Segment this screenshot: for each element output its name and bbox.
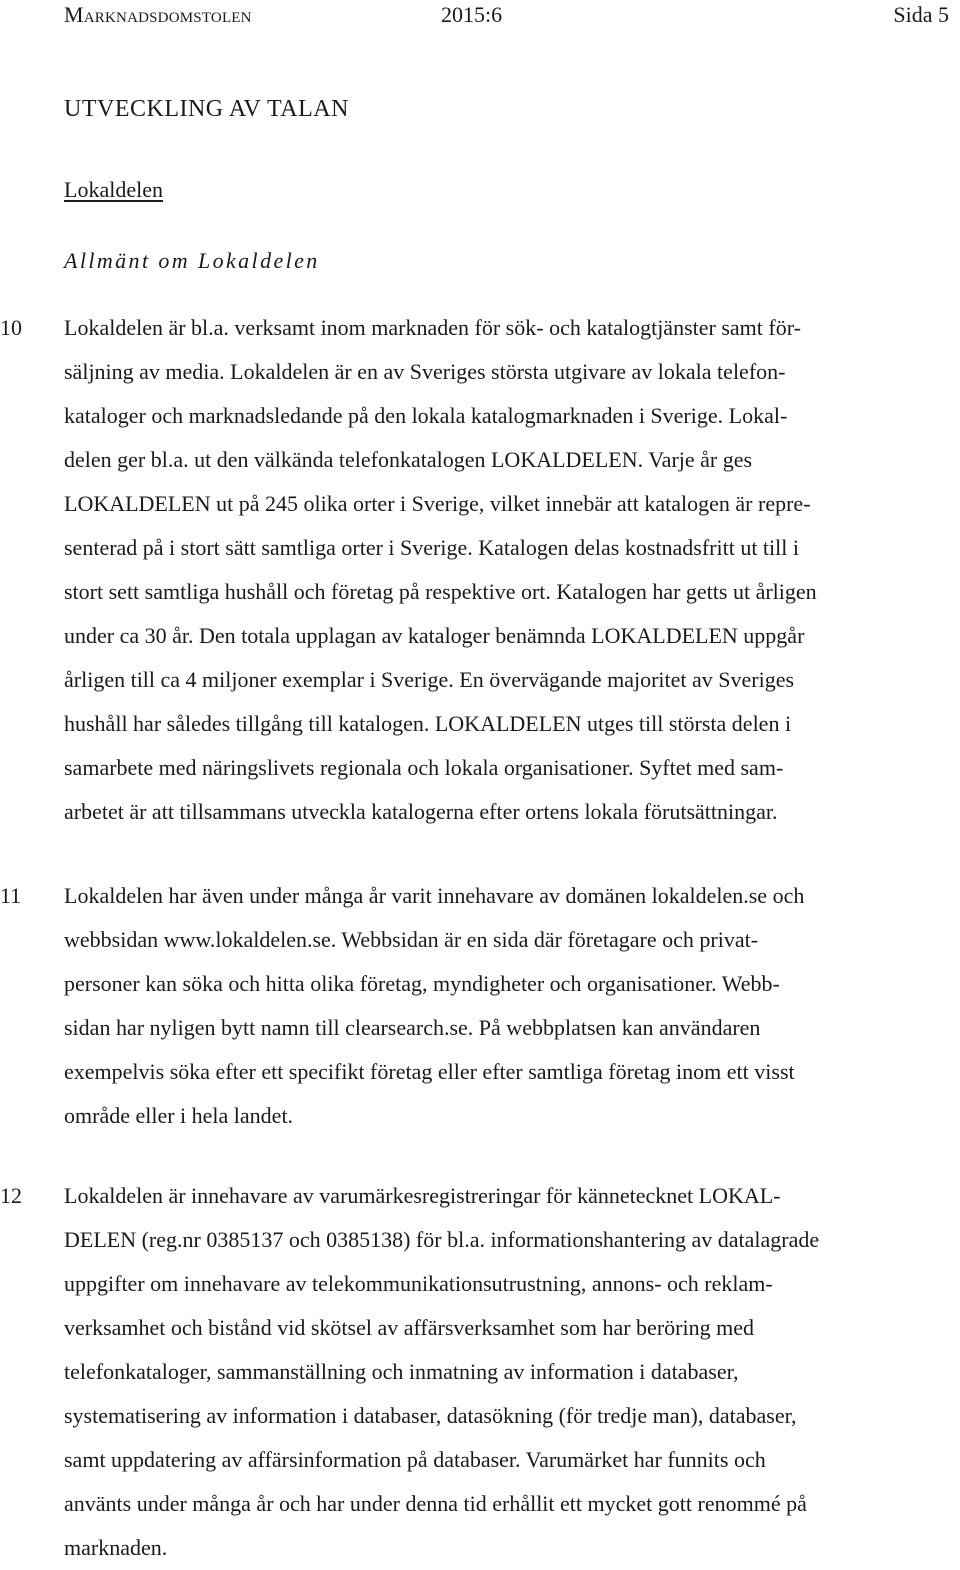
text-line: marknaden.	[64, 1535, 168, 1560]
text-line: uppgifter om innehavare av telekommunikationsutrustning, annons- och reklam-	[64, 1271, 773, 1296]
text-line: DELEN (reg.nr 0385137 och 0385138) för bl.a. informationshantering av datalagrade	[64, 1227, 820, 1252]
case-number: 2015:6	[441, 2, 503, 27]
document-title: UTVECKLING AV TALAN	[64, 96, 349, 122]
paragraph-text	[64, 306, 936, 834]
text-line: hushåll har således tillgång till katalogen. LOKALDELEN utges till största delen i	[64, 711, 792, 736]
text-line: område eller i hela landet.	[64, 1103, 294, 1128]
text-line: kataloger och marknadsledande på den lokala katalogmarknaden i Sverige. Lokal-	[64, 403, 788, 428]
court-name: Marknadsdomstolen	[64, 2, 252, 27]
page-number: Sida 5	[893, 2, 949, 27]
paragraph-number: 10	[0, 315, 22, 340]
subsection-heading: Allmänt om Lokaldelen	[64, 248, 320, 273]
text-line: systematisering av information i databaser, datasökning (för tredje man), databaser,	[64, 1403, 797, 1428]
text-line: exempelvis söka efter ett specifikt företag eller efter samtliga företag inom ett visst	[64, 1059, 795, 1084]
text-line: Lokaldelen är bl.a. verksamt inom marknaden för sök- och katalogtjänster samt för-	[64, 315, 801, 340]
text-line: verksamhet och bistånd vid skötsel av affärsverksamhet som har beröring med	[64, 1315, 754, 1340]
text-line: telefonkataloger, sammanställning och inmatning av information i databaser,	[64, 1359, 739, 1384]
text-line: delen ger bl.a. ut den välkända telefonkatalogen LOKALDELEN. Varje år ges	[64, 447, 753, 472]
text-line: samarbete med näringslivets regionala och lokala organisationer. Syftet med sam-	[64, 755, 784, 780]
text-line: LOKALDELEN ut på 245 olika orter i Sverige, vilket innebär att katalogen är repre-	[64, 491, 811, 516]
text-line: arbetet är att tillsammans utveckla katalogerna efter ortens lokala förutsättningar.	[64, 799, 778, 824]
paragraph-text	[64, 874, 936, 1138]
text-line: personer kan söka och hitta olika företag, myndigheter och organisationer. Webb-	[64, 971, 780, 996]
text-line: Lokaldelen är innehavare av varumärkesregistreringar för kännetecknet LOKAL-	[64, 1183, 781, 1208]
text-line: stort sett samtliga hushåll och företag på respektive ort. Katalogen har getts ut årligen	[64, 579, 817, 604]
text-line: Lokaldelen har även under många år varit innehavare av domänen lokaldelen.se och	[64, 883, 805, 908]
paragraph-number: 12	[0, 1183, 22, 1208]
text-line: webbsidan www.lokaldelen.se. Webbsidan är en sida där företagare och privat-	[64, 927, 759, 952]
text-line: årligen till ca 4 miljoner exemplar i Sverige. En övervägande majoritet av Sveriges	[64, 667, 795, 692]
section-heading: Lokaldelen	[64, 177, 163, 202]
text-line: säljning av media. Lokaldelen är en av Sveriges största utgivare av lokala telefon-	[64, 359, 786, 384]
page-header	[0, 0, 960, 30]
paragraph-text	[64, 1174, 936, 1570]
text-line: samt uppdatering av affärsinformation på databaser. Varumärket har funnits och	[64, 1447, 766, 1472]
text-line: senterad på i stort sätt samtliga orter i Sverige. Katalogen delas kostnadsfritt ut till i	[64, 535, 799, 560]
text-line: under ca 30 år. Den totala upplagan av kataloger benämnda LOKALDELEN uppgår	[64, 623, 805, 648]
text-line: sidan har nyligen bytt namn till clearsearch.se. På webbplatsen kan användaren	[64, 1015, 761, 1040]
text-line: använts under många år och har under denna tid erhållit ett mycket gott renommé på	[64, 1491, 807, 1516]
paragraph-number: 11	[0, 883, 22, 908]
